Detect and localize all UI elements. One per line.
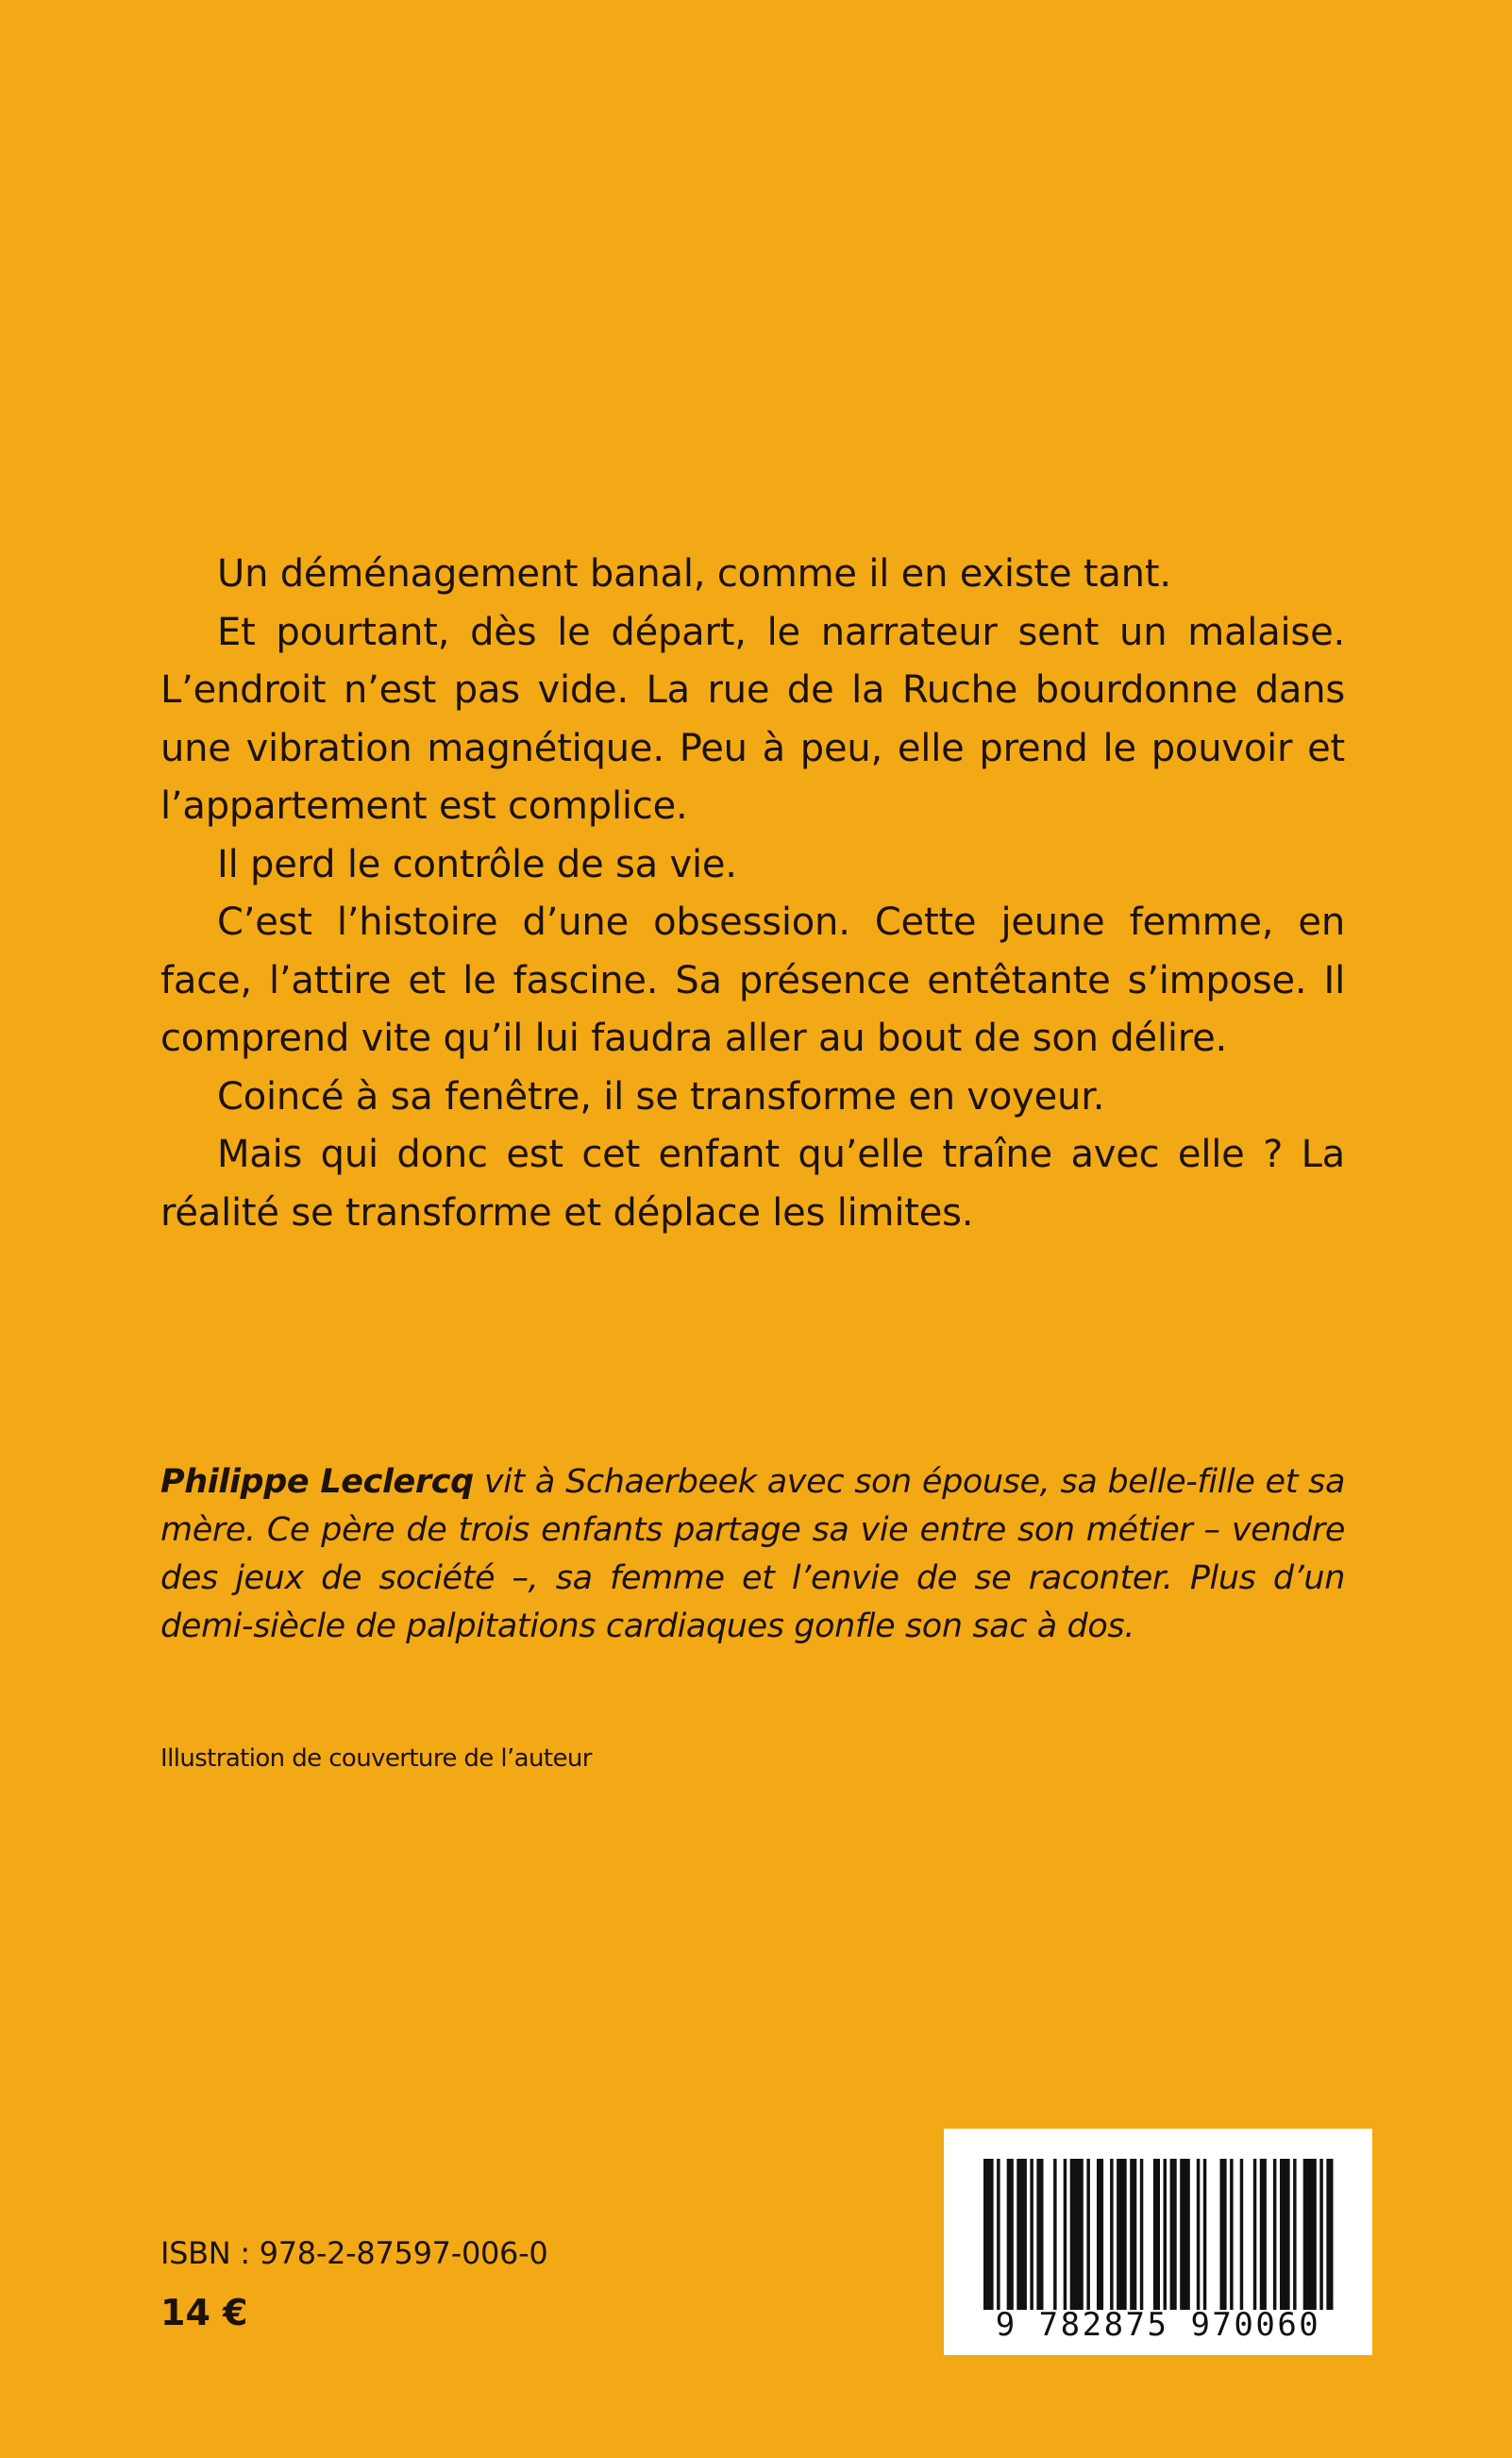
barcode-bar bbox=[1303, 2159, 1317, 2310]
blurb-paragraph: Il perd le contrôle de sa vie. bbox=[217, 842, 737, 886]
blurb-paragraph: Et pourtant, dès le départ, le narrateur sent un malaise. L’endroit n’est pas vide. La rue de la Ruche bourdonne dans une vibration magnétique. Peu à peu, elle prend le pouvoir et l’appartement est complice. bbox=[160, 610, 1345, 828]
barcode-bar bbox=[1197, 2159, 1201, 2310]
barcode-digits: 9 782875 970060 bbox=[995, 2306, 1321, 2344]
barcode-bar bbox=[1253, 2159, 1257, 2310]
barcode bbox=[944, 2129, 1372, 2355]
illustration-credit: Illustration de couverture de l’auteur bbox=[160, 1744, 592, 1773]
barcode-bar bbox=[1153, 2159, 1160, 2310]
barcode-bar bbox=[1230, 2159, 1234, 2310]
barcode-bar bbox=[1016, 2159, 1027, 2310]
barcode-bar bbox=[1064, 2159, 1067, 2310]
barcode-bar bbox=[1130, 2159, 1136, 2310]
barcode-bar bbox=[1170, 2159, 1177, 2310]
barcode-bar bbox=[1097, 2159, 1103, 2310]
barcode-bar bbox=[1326, 2159, 1333, 2310]
isbn: ISBN : 978-2-87597-006-0 bbox=[160, 2235, 548, 2271]
author-bio-text: vit à Schaerbeek avec son épouse, sa belle-fille et sa mère. Ce père de trois enfants partage sa vie entre son métier – vendre des jeux de société –, sa femme et l’envie de se raconter. Plus d’un demi-siècle de palpitations cardiaques gonfle son sac à dos. bbox=[160, 1463, 1346, 1645]
barcode-bar bbox=[1280, 2159, 1290, 2310]
blurb-paragraph: Coincé à sa fenêtre, il se transforme en voyeur. bbox=[217, 1074, 1105, 1119]
barcode-bar bbox=[1036, 2159, 1043, 2310]
barcode-bar bbox=[1260, 2159, 1267, 2310]
barcode-bar bbox=[983, 2159, 994, 2310]
barcode-bar bbox=[1140, 2159, 1144, 2310]
price: 14 € bbox=[160, 2292, 248, 2333]
barcode-bar bbox=[1086, 2159, 1090, 2310]
author-bio bbox=[160, 1458, 1345, 1651]
blurb bbox=[160, 546, 1345, 1242]
barcode-bar bbox=[1053, 2159, 1057, 2310]
barcode-bar bbox=[1220, 2159, 1227, 2310]
barcode-bar bbox=[1293, 2159, 1297, 2310]
barcode-bar bbox=[1203, 2159, 1207, 2310]
barcode-bar bbox=[1240, 2159, 1244, 2310]
barcode-bar bbox=[1319, 2159, 1323, 2310]
blurb-paragraph: C’est l’histoire d’une obsession. Cette jeune femme, en face, l’attire et le fascine. Sa présence entêtante s’impose. Il comprend vite qu’il lui faudra aller au bout de son délire. bbox=[160, 901, 1345, 1060]
barcode-bar bbox=[1110, 2159, 1114, 2310]
barcode-bar bbox=[1007, 2159, 1014, 2310]
blurb-paragraph: Un déménagement banal, comme il en existe tant. bbox=[217, 552, 1171, 596]
barcode-bar bbox=[1117, 2159, 1127, 2310]
barcode-bar bbox=[1273, 2159, 1277, 2310]
barcode-bar bbox=[1180, 2159, 1190, 2310]
barcode-bar bbox=[1030, 2159, 1033, 2310]
barcode-bar bbox=[1164, 2159, 1168, 2310]
barcode-bar bbox=[997, 2159, 1000, 2310]
author-name: Philippe Leclercq bbox=[160, 1463, 474, 1501]
barcode-bar bbox=[1070, 2159, 1084, 2310]
blurb-paragraph: Mais qui donc est cet enfant qu’elle traîne avec elle ? La réalité se transforme et déplace les limites. bbox=[160, 1133, 1345, 1235]
